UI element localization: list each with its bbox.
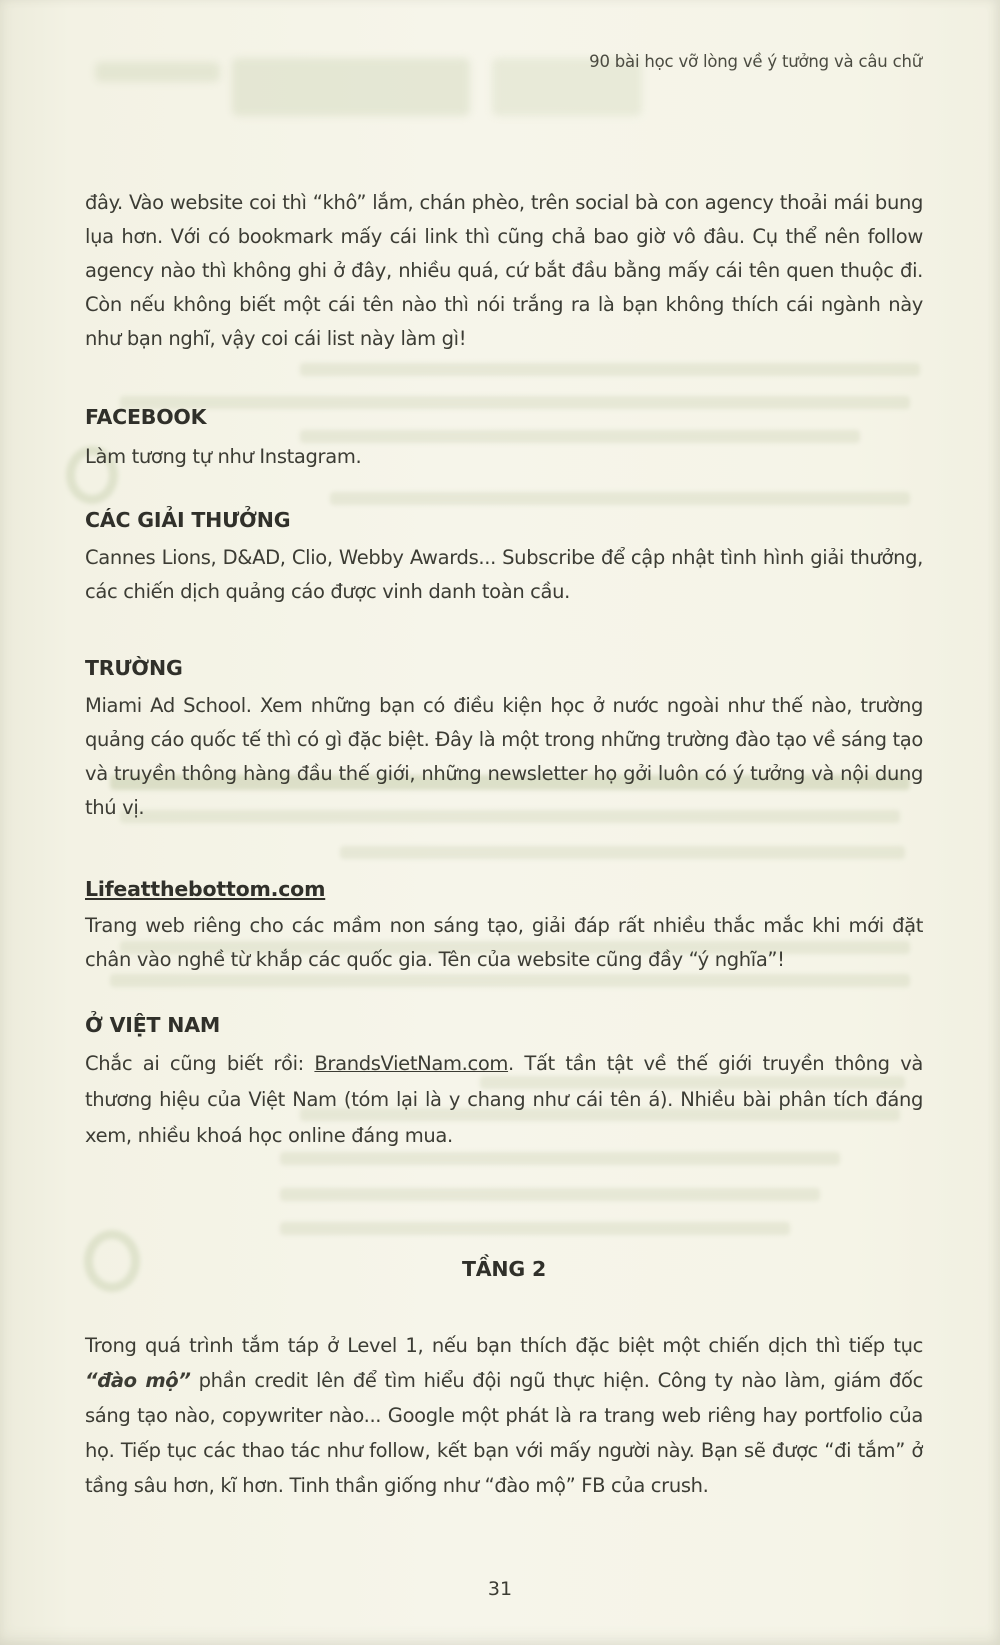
bleed-through-line — [340, 846, 905, 859]
vietnam-paragraph-prefix: Chắc ai cũng biết rồi: — [85, 1052, 315, 1075]
level2-paragraph — [85, 1328, 923, 1503]
level2-paragraph-suffix: phần credit lên để tìm hiểu đội ngũ thực hiện. Công ty nào làm, giám đốc sáng tạo nào, copywriter nào... Google một phát là ra trang web riêng hay portfolio của họ. Tiếp tục các thao tác như follow, kết bạn với mấy người này. Bạn sẽ được “đi tắm” ở tầng sâu hơn, kĩ hơn. Tinh thần giống như “đào mộ” FB của crush. — [85, 1369, 923, 1497]
brandsvietnam-link: BrandsVietNam.com — [314, 1052, 509, 1075]
vietnam-paragraph — [85, 1046, 923, 1154]
vietnam-paragraph-suffix: . Tất tần tật về thế giới truyền thông và thương hiệu của Việt Nam (tóm lại là y chang như cái tên á). Nhiều bài phân tích đáng xem, nhiều khoá học online đáng mua. — [85, 1052, 923, 1147]
facebook-heading: FACEBOOK — [85, 405, 207, 429]
awards-paragraph: Cannes Lions, D&AD, Clio, Webby Awards... Subscribe để cập nhật tình hình giải thưởng, các chiến dịch quảng cáo được vinh danh toàn cầu. — [85, 546, 923, 603]
level2-paragraph-prefix: Trong quá trình tắm táp ở Level 1, nếu bạn thích đặc biệt một chiến dịch thì tiếp tục — [85, 1334, 923, 1357]
running-header: 90 bài học vỡ lòng về ý tưởng và câu chữ — [589, 52, 922, 71]
dao-mo-italic: “đào mộ” — [85, 1369, 191, 1392]
facebook-paragraph: Làm tương tự như Instagram. — [85, 445, 362, 468]
school-heading: TRƯỜNG — [85, 656, 183, 680]
page-number: 31 — [487, 1578, 513, 1600]
lifeatthebottom-paragraph: Trang web riêng cho các mầm non sáng tạo, giải đáp rất nhiều thắc mắc khi mới đặt chân vào nghề từ khắp các quốc gia. Tên của website cũng đầy “ý nghĩa”! — [85, 914, 923, 971]
lifeatthebottom-link: Lifeatthebottom.com — [85, 877, 326, 901]
bleed-through-line — [280, 1188, 820, 1201]
school-paragraph: Miami Ad School. Xem những bạn có điều kiện học ở nước ngoài như thế nào, trường quảng cáo quốc tế thì có gì đặc biệt. Đây là một trong những trường đào tạo về sáng tạo và truyền thông hàng đầu thế giới, những newsletter họ gởi luôn có ý tưởng và nội dung thú vị. — [85, 694, 923, 819]
bleed-through-line — [280, 1222, 790, 1235]
intro-paragraph: đây. Vào website coi thì “khô” lắm, chán phèo, trên social bà con agency thoải mái bung lụa hơn. Với có bookmark mấy cái link thì cũng chả bao giờ vô đâu. Cụ thể nên follow agency nào thì không ghi ở đây, nhiều quá, cứ bắt đầu bằng mấy cái tên quen thuộc đi. Còn nếu không biết một cái tên nào thì nói trắng ra là bạn không thích cái ngành này như bạn nghĩ, vậy coi cái list này làm gì! — [85, 191, 923, 350]
level2-heading: TẦNG 2 — [461, 1257, 547, 1281]
bleed-through-title-shape — [232, 58, 470, 116]
vietnam-heading: Ở VIỆT NAM — [85, 1013, 221, 1037]
lifeatthebottom-heading — [85, 872, 923, 906]
awards-heading: CÁC GIẢI THƯỞNG — [85, 508, 291, 532]
bleed-through-line — [300, 363, 920, 376]
bleed-through-chapter-label — [95, 62, 220, 82]
